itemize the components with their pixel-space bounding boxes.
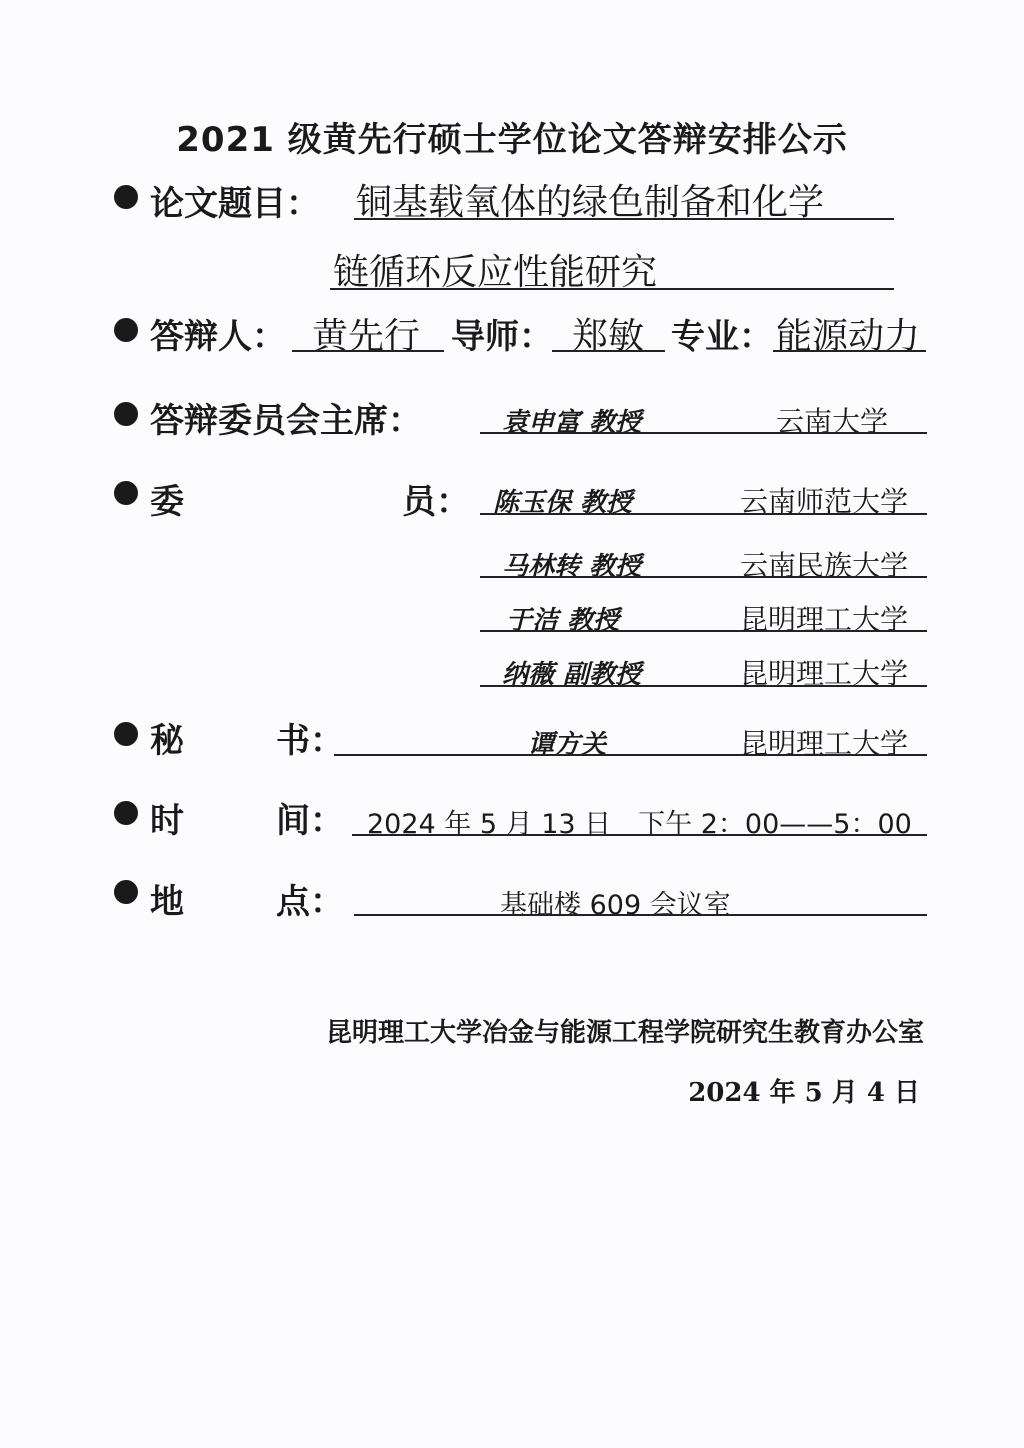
bullet-icon [114,880,138,904]
underline [480,432,927,434]
defender-label: 答辩人： [150,317,286,357]
member-name: 于洁 教授 [506,606,620,636]
bullet-icon [114,318,138,342]
location-label-right: 点： [276,882,344,922]
location-value: 基础楼 609 会议室 [500,890,731,921]
underline [330,288,894,290]
chair-name: 袁申富 教授 [502,408,642,438]
underline [354,218,894,220]
page-title: 2021 级黄先行硕士学位论文答辩安排公示 [176,120,848,160]
member-affiliation: 昆明理工大学 [740,603,909,636]
time-label-right: 间： [276,801,344,841]
underline [480,513,927,515]
thesis-title-line1: 铜基载氧体的绿色制备和化学 [356,182,825,223]
underline [292,350,444,352]
chair-affiliation: 云南大学 [776,405,889,438]
defender-name: 黄先行 [312,316,421,357]
member-affiliation: 云南民族大学 [740,549,909,582]
secretary-name: 谭方关 [528,730,607,760]
issue-date: 2024 年 5 月 4 日 [688,1078,920,1108]
bullet-icon [114,402,138,426]
time-value: 2024 年 5 月 13 日 下午 2：00——5：00 [367,809,912,840]
major-value: 能源动力 [776,316,921,357]
bullet-icon [114,481,138,505]
chair-label: 答辩委员会主席： [150,401,422,441]
advisor-name: 郑敏 [572,316,645,357]
underline [480,630,927,632]
members-label-left: 委 [150,482,184,522]
bullet-icon [114,185,138,209]
underline [480,576,927,578]
underline [352,834,927,836]
time-label-left: 时 [150,801,184,841]
member-name: 陈玉保 教授 [493,488,633,518]
members-label-right: 员： [402,482,470,522]
location-label-left: 地 [150,882,184,922]
underline [552,350,665,352]
secretary-label-left: 秘 [150,721,184,761]
member-name: 纳薇 副教授 [502,660,642,690]
bullet-icon [114,722,138,746]
secretary-label-right: 书： [276,721,344,761]
member-name: 马林转 教授 [502,552,642,582]
issuing-office: 昆明理工大学冶金与能源工程学院研究生教育办公室 [325,1018,924,1048]
advisor-label: 导师： [451,317,553,357]
thesis-title-line2: 链循环反应性能研究 [333,252,658,293]
member-affiliation: 昆明理工大学 [740,657,909,690]
secretary-affiliation: 昆明理工大学 [740,727,909,760]
underline [773,350,926,352]
underline [480,685,927,687]
underline [354,914,927,916]
major-label: 专业： [671,317,773,357]
thesis-label: 论文题目： [150,184,320,224]
bullet-icon [114,801,138,825]
underline [334,754,927,756]
member-affiliation: 云南师范大学 [740,485,909,518]
